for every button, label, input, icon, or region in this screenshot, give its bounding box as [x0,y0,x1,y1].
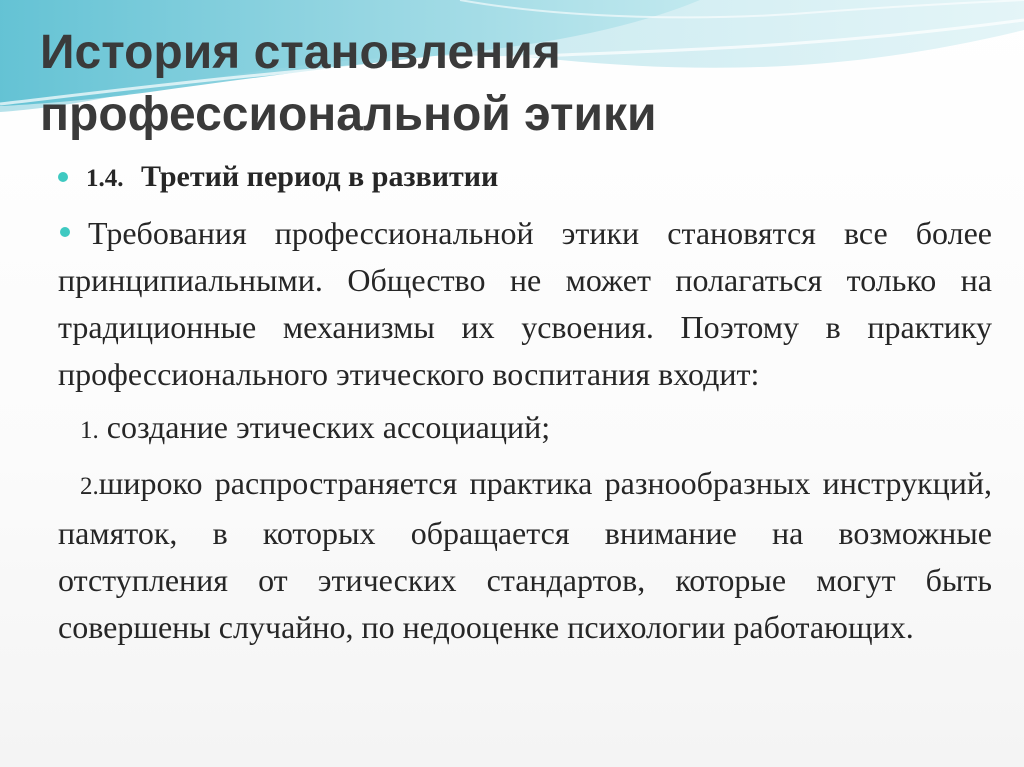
slide-content [58,152,992,651]
list-item-number: 2. [80,473,99,500]
list-item-text: широко распространяется практика разнообразных инструкций, памяток, в которых обращается внимание на возможные отступления от этических стандартов, которые могут быть совершены случайно, по недооценке психологии работающих. [58,465,992,645]
subheading [58,152,992,204]
slide-title: История становления профессиональной этики [40,26,657,141]
list-item [58,460,992,651]
main-paragraph-text: Требования профессиональной этики становятся все более принципиальными. Общество не может полагаться только на традиционные механизмы их усвоения. Поэтому в практику профессионального этического воспитания входит: [58,215,992,392]
list-item-text: создание этических ассоциаций; [106,409,551,445]
list-item [58,404,992,454]
main-paragraph [58,210,992,398]
bullet-icon [58,172,68,182]
subheading-number: 1.4. [86,165,124,192]
bullet-icon [60,227,70,237]
subheading-text: Третий период в развитии [141,160,499,193]
list-item-number: 1. [80,417,99,444]
